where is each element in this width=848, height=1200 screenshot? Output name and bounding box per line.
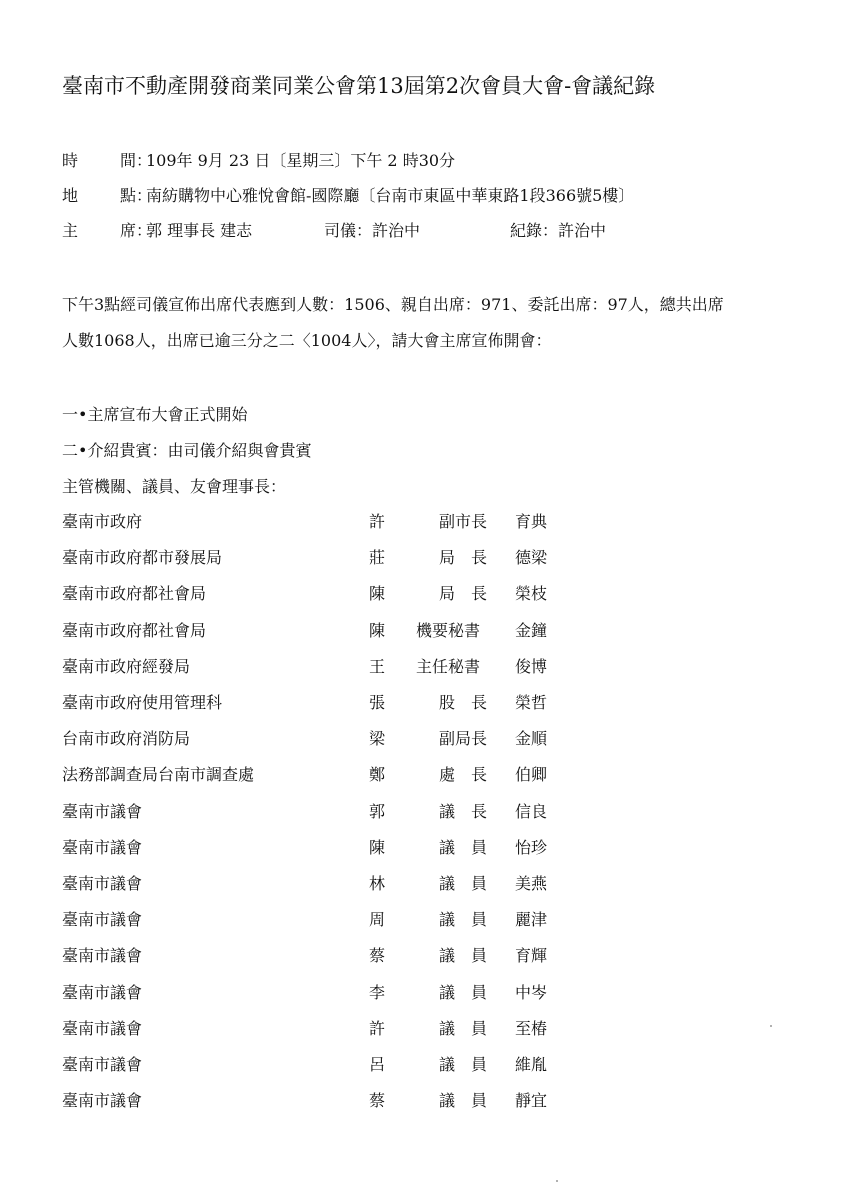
guest-surname: 呂 [369,1055,386,1074]
guest-title: 副局長 [438,729,487,748]
guest-given-name: 中岑 [515,983,548,1002]
guest-row [62,726,622,750]
chair-label-rest: 席： [120,221,153,240]
guest-organization: 臺南市政府都市發展局 [62,548,223,567]
guest-surname: 張 [369,693,386,712]
guest-surname: 周 [369,910,386,929]
guest-surname: 梁 [369,729,386,748]
guest-title: 議 員 [438,910,487,929]
guest-title: 議 員 [438,838,487,857]
guest-surname: 蔡 [369,1091,386,1110]
guest-given-name: 育輝 [515,946,548,965]
guest-row [62,581,622,605]
guest-given-name: 育典 [515,512,548,531]
guest-given-name: 金鐘 [515,621,548,640]
guest-title: 局 長 [438,548,487,567]
guest-surname: 許 [369,512,386,531]
page-title: 臺南市不動產開發商業同業公會第13屆第2次會員大會-會議紀錄 [62,74,656,98]
guest-title: 議 長 [438,802,487,821]
time-label-char: 時 [62,151,79,170]
guest-row [62,980,622,1004]
guest-row [62,943,622,967]
guest-surname: 李 [369,983,386,1002]
guest-organization: 臺南市議會 [62,838,143,857]
guest-row [62,1088,622,1112]
guest-title: 議 員 [438,1055,487,1074]
guest-row [62,545,622,569]
guest-row [62,690,622,714]
guest-given-name: 信良 [515,802,548,821]
guest-given-name: 靜宜 [515,1091,548,1110]
guest-surname: 許 [369,1019,386,1038]
guest-surname: 陳 [369,621,386,640]
guest-organization: 臺南市議會 [62,874,143,893]
guest-row [62,1052,622,1076]
guest-given-name: 怡珍 [515,838,548,857]
place-label-char: 地 [62,186,79,205]
meeting-time-row [62,148,455,171]
agenda-item-1: 一•主席宣布大會正式開始 [62,405,248,424]
scan-speck [770,1025,772,1027]
guest-title: 副市長 [438,512,487,531]
guest-title: 議 員 [438,983,487,1002]
chair-label-char: 主 [62,221,79,240]
guest-organization: 臺南市議會 [62,1055,143,1074]
meeting-time-label [62,148,153,171]
guest-organization: 臺南市政府使用管理科 [62,693,223,712]
guest-given-name: 金順 [515,729,548,748]
meeting-place-label [62,183,153,206]
guest-organization: 臺南市議會 [62,1091,143,1110]
guest-title: 議 員 [438,874,487,893]
guest-given-name: 美燕 [515,874,548,893]
guest-organization: 臺南市政府都社會局 [62,621,207,640]
guest-title: 處 長 [438,765,487,784]
guest-given-name: 榮枝 [515,584,548,603]
guest-title: 股 長 [438,693,487,712]
guest-title: 議 員 [438,1019,487,1038]
guest-row [62,654,622,678]
guest-surname: 鄭 [369,765,386,784]
time-label-rest: 間： [120,151,153,170]
guest-surname: 莊 [369,548,386,567]
attendance-line-1: 下午3點經司儀宣佈出席代表應到人數：1506、親自出席：971、委託出席：97人，總共出席 [62,295,724,314]
guest-surname: 蔡 [369,946,386,965]
guest-organization: 臺南市議會 [62,802,143,821]
attendance-line-2: 人數1068人，出席已逾三分之二〈1004人〉，請大會主席宣佈開會： [62,331,552,350]
guest-given-name: 維胤 [515,1055,548,1074]
guest-surname: 林 [369,874,386,893]
guest-given-name: 至椿 [515,1019,548,1038]
guest-organization: 臺南市政府 [62,512,143,531]
meeting-chair-label [62,218,153,241]
meeting-chair-value: 郭 理事長 建志 [146,221,253,240]
guest-organization: 臺南市議會 [62,946,143,965]
guest-row [62,1016,622,1040]
guest-given-name: 榮哲 [515,693,548,712]
guest-row [62,835,622,859]
guest-organization: 法務部調查局台南市調查處 [62,765,255,784]
meeting-place-value: 南紡購物中心雅悅會館-國際廳〔台南市東區中華東路1段366號5樓〕 [146,186,635,205]
guest-organization: 臺南市議會 [62,983,143,1002]
meeting-time-value: 109年 9月 23 日〔星期三〕下午 2 時30分 [146,151,456,170]
guests-heading: 主管機關、議員、友會理事長： [62,477,287,496]
meeting-place-row [62,183,634,206]
guest-title: 議 員 [438,946,487,965]
place-label-rest: 點： [120,186,153,205]
guest-row [62,799,622,823]
guest-title: 機要秘書 [415,621,480,640]
guest-surname: 郭 [369,802,386,821]
guest-title: 局 長 [438,584,487,603]
guest-organization: 臺南市議會 [62,1019,143,1038]
guest-row [62,907,622,931]
meeting-recorder: 紀錄：許治中 [510,221,607,240]
guest-organization: 台南市政府消防局 [62,729,191,748]
guest-row [62,871,622,895]
guest-given-name: 俊博 [515,657,548,676]
guest-title: 議 員 [438,1091,487,1110]
guest-surname: 陳 [369,584,386,603]
guest-row [62,762,622,786]
guest-surname: 王 [369,657,386,676]
guest-surname: 陳 [369,838,386,857]
scan-speck [556,1180,558,1182]
guest-organization: 臺南市政府經發局 [62,657,191,676]
guest-row [62,509,622,533]
guest-row [62,618,622,642]
meeting-emcee: 司儀：許治中 [324,221,421,240]
guest-organization: 臺南市議會 [62,910,143,929]
guest-given-name: 德梁 [515,548,548,567]
guest-title: 主任秘書 [415,657,480,676]
meeting-chair-row [62,218,607,241]
agenda-item-2: 二•介紹貴賓：由司儀介紹與會貴賓 [62,441,312,460]
guest-given-name: 伯卿 [515,765,548,784]
guest-organization: 臺南市政府都社會局 [62,584,207,603]
guest-given-name: 麗津 [515,910,548,929]
